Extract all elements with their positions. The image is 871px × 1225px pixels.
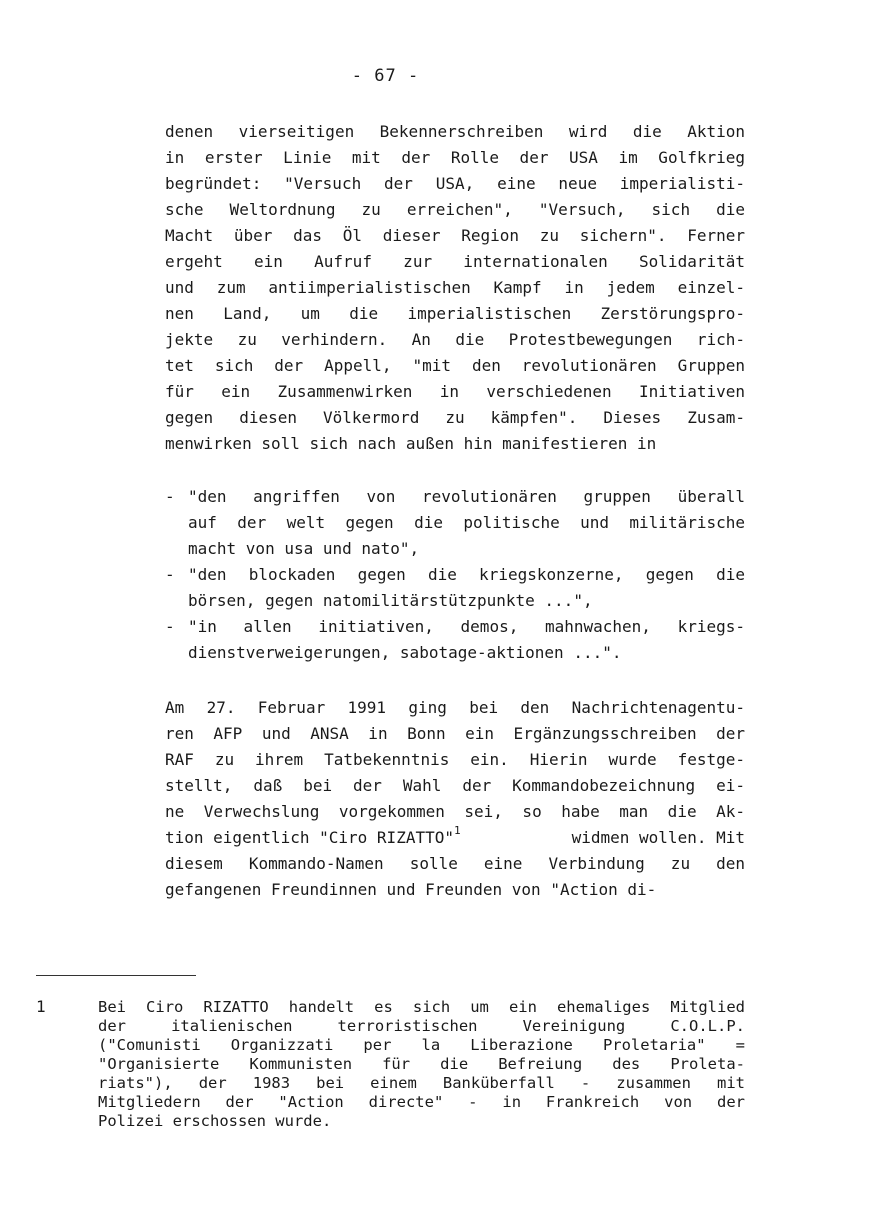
list-item-line: macht von usa und nato", xyxy=(188,539,420,558)
list-dash: - xyxy=(165,565,175,584)
footnote-ref: 1 xyxy=(453,824,461,837)
text-line: stellt, daß bei der Wahl der Kommandobezeichnung ei- xyxy=(165,776,745,795)
text-line: gefangenen Freundinnen und Freunden von "Action di- xyxy=(165,880,657,899)
list-item-line: "den blockaden gegen die kriegskonzerne, gegen die xyxy=(188,565,745,584)
list-item-line: "in allen initiativen, demos, mahnwachen, kriegs- xyxy=(188,617,745,636)
text-line: in erster Linie mit der Rolle der USA im Golfkrieg xyxy=(165,148,745,167)
text-line: jekte zu verhindern. An die Protestbewegungen rich- xyxy=(165,330,745,349)
list-item-line: "den angriffen von revolutionären gruppen überall xyxy=(188,487,745,506)
text-line: menwirken soll sich nach außen hin manifestieren in xyxy=(165,434,657,453)
footnote-line: Mitgliedern der "Action directe" - in Frankreich von der xyxy=(98,1093,745,1111)
text-line: denen vierseitigen Bekennerschreiben wird die Aktion xyxy=(165,122,745,141)
footnote-line: Polizei erschossen wurde. xyxy=(98,1112,332,1130)
list-item-line: börsen, gegen natomilitärstützpunkte ...", xyxy=(188,591,593,610)
list-dash: - xyxy=(165,617,175,636)
text-line: Am 27. Februar 1991 ging bei den Nachrichtenagentu- xyxy=(165,698,745,717)
text-line: ne Verwechslung vorgekommen sei, so habe man die Ak- xyxy=(165,802,745,821)
text-line: für ein Zusammenwirken in verschiedenen Initiativen xyxy=(165,382,745,401)
text-line: diesem Kommando-Namen solle eine Verbindung zu den xyxy=(165,854,745,873)
text-line: ren AFP und ANSA in Bonn ein Ergänzungsschreiben der xyxy=(165,724,745,743)
text-line: RAF zu ihrem Tatbekenntnis ein. Hierin wurde festge- xyxy=(165,750,745,769)
list-item-line: auf der welt gegen die politische und militärische xyxy=(188,513,745,532)
footnote-line: ("Comunisti Organizzati per la Liberazione Proletaria" = xyxy=(98,1036,745,1054)
footnote-separator xyxy=(36,975,196,976)
footnote-line: Bei Ciro RIZATTO handelt es sich um ein ehemaliges Mitglied xyxy=(98,998,745,1016)
text-segment: widmen wollen. Mit xyxy=(561,828,745,847)
footnote-line: "Organisierte Kommunisten für die Befreiung des Proleta- xyxy=(98,1055,745,1073)
text-line: und zum antiimperialistischen Kampf in jedem einzel- xyxy=(165,278,745,297)
text-line: tet sich der Appell, "mit den revolutionären Gruppen xyxy=(165,356,745,375)
list-dash: - xyxy=(165,487,175,506)
text-line: ergeht ein Aufruf zur internationalen Solidarität xyxy=(165,252,745,271)
footnote-line: riats"), der 1983 bei einem Banküberfall - zusammen mit xyxy=(98,1074,745,1092)
text-segment xyxy=(165,824,461,848)
text-line: gegen diesen Völkermord zu kämpfen". Dieses Zusam- xyxy=(165,408,745,427)
text-line-with-footnote-ref xyxy=(165,824,745,848)
page-number: - 67 - xyxy=(351,66,420,86)
text-line: sche Weltordnung zu erreichen", "Versuch, sich die xyxy=(165,200,745,219)
list-item-line: dienstverweigerungen, sabotage-aktionen ...". xyxy=(188,643,622,662)
footnote-marker: 1 xyxy=(36,997,46,1016)
footnote-line: der italienischen terroristischen Vereinigung C.O.L.P. xyxy=(98,1017,745,1035)
text-fragment: tion eigentlich "Ciro RIZATTO" xyxy=(165,828,454,847)
text-line: nen Land, um die imperialistischen Zerstörungspro- xyxy=(165,304,745,323)
text-line: begründet: "Versuch der USA, eine neue imperialisti- xyxy=(165,174,745,193)
text-line: Macht über das Öl dieser Region zu sichern". Ferner xyxy=(165,226,745,245)
